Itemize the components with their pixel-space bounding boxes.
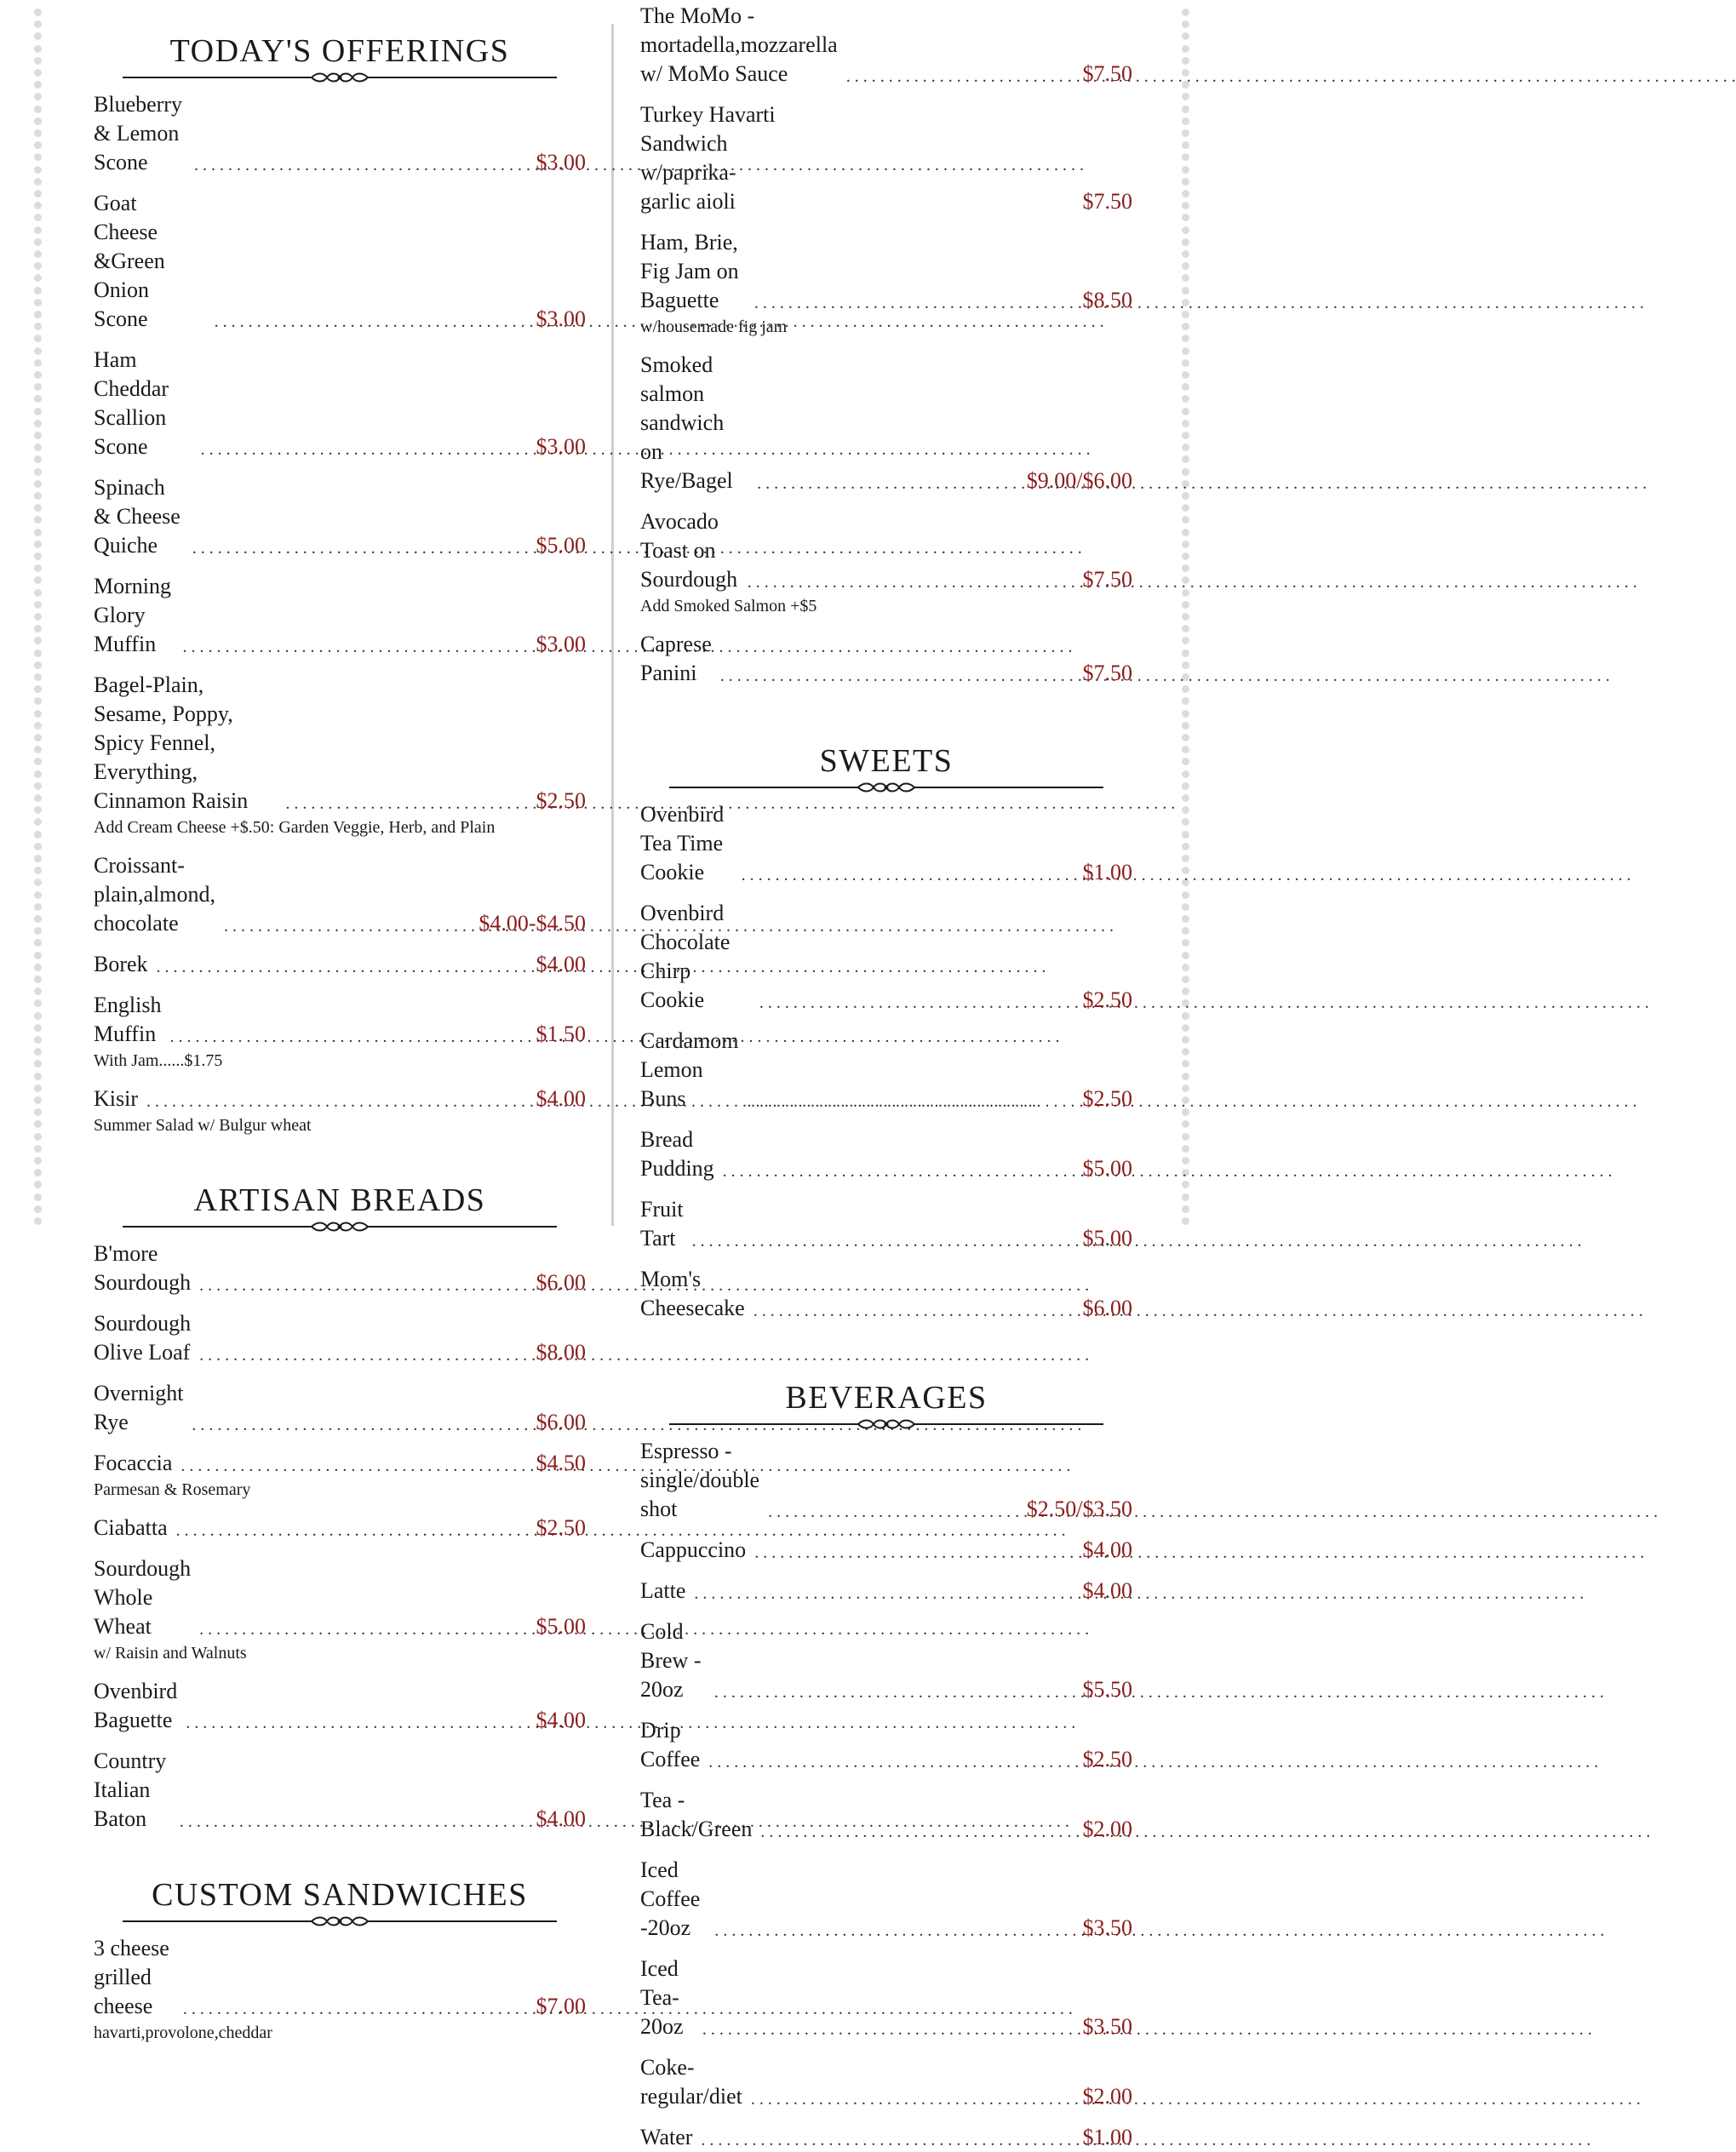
menu-item-row bbox=[94, 1677, 586, 1735]
menu-item-name: Ovenbird Baguette bbox=[94, 1679, 178, 1732]
menu-item-row bbox=[640, 800, 1132, 887]
section-title: CUSTOM SANDWICHES bbox=[152, 1877, 528, 1913]
menu-item bbox=[640, 1195, 1132, 1253]
dot-leader bbox=[838, 65, 1083, 89]
menu-item-row bbox=[94, 1379, 586, 1437]
section-custom-sandwiches bbox=[94, 1846, 586, 2045]
menu-item-price: $7.00 bbox=[536, 1994, 586, 2018]
dot-leader bbox=[171, 1810, 536, 1834]
menu-item-row bbox=[94, 189, 586, 334]
menu-item-name: Coke-regular/diet bbox=[640, 2055, 742, 2109]
menu-item-row bbox=[640, 228, 1132, 315]
menu-item bbox=[640, 228, 1132, 339]
menu-item-row bbox=[640, 1577, 1132, 1605]
menu-item-row bbox=[640, 1125, 1132, 1183]
dot-leader bbox=[746, 1541, 1082, 1565]
menu-item bbox=[640, 1786, 1132, 1844]
menu-item-price: $6.00 bbox=[536, 1270, 586, 1295]
menu-item bbox=[94, 1085, 586, 1137]
section-sandwiches-continued bbox=[640, 0, 1132, 688]
dot-leader bbox=[733, 863, 1083, 887]
section-todays-offerings bbox=[94, 0, 586, 1137]
menu-item bbox=[94, 1747, 586, 1834]
menu-item-row bbox=[94, 90, 586, 177]
section-title: ARTISAN BREADS bbox=[193, 1182, 486, 1218]
dot-leader bbox=[739, 1090, 1083, 1113]
menu-item-price: $3.50 bbox=[1082, 2014, 1132, 2039]
menu-item-name: Mom's Cheesecake bbox=[640, 1267, 745, 1320]
menu-item-name: Drip Coffee bbox=[640, 1718, 701, 1771]
menu-item-name: Cold Brew - 20oz bbox=[640, 1619, 702, 1702]
menu-item-note: w/ Raisin and Walnuts bbox=[94, 1644, 247, 1663]
scroll-flourish-icon bbox=[669, 1418, 1103, 1430]
menu-item bbox=[94, 1554, 586, 1665]
menu-item-price: $2.00 bbox=[1082, 2084, 1132, 2109]
menu-item-price: $2.50 bbox=[1082, 1747, 1132, 1771]
menu-item-row bbox=[640, 2053, 1132, 2111]
menu-item-name: Blueberry & Lemon Scone bbox=[94, 92, 182, 175]
menu-item-price: $7.50 bbox=[1082, 189, 1132, 214]
menu-item bbox=[640, 351, 1132, 495]
menu-item bbox=[94, 90, 586, 177]
menu-item bbox=[640, 1716, 1132, 1774]
menu-item-price: $4.00 bbox=[1082, 1578, 1132, 1603]
menu-item-name: Espresso -single/double shot bbox=[640, 1439, 760, 1521]
dot-leader bbox=[168, 1519, 536, 1542]
menu-item-price: $2.50 bbox=[1082, 987, 1132, 1012]
menu-item bbox=[640, 1955, 1132, 2041]
menu-item bbox=[640, 1536, 1132, 1565]
menu-item-name: Ovenbird Tea Time Cookie bbox=[640, 802, 725, 884]
dot-leader bbox=[148, 955, 536, 979]
menu-item-price: $5.00 bbox=[536, 533, 586, 558]
menu-item bbox=[94, 991, 586, 1073]
menu-item-name: Overnight Rye bbox=[94, 1381, 184, 1434]
menu-item-name: English Muffin bbox=[94, 993, 162, 1046]
menu-item bbox=[640, 1856, 1132, 1943]
menu-item-row bbox=[94, 991, 586, 1049]
menu-item bbox=[94, 1449, 586, 1502]
menu-item-name: 3 cheese grilled cheese bbox=[94, 1936, 169, 2018]
menu-item-name: Water bbox=[640, 2125, 693, 2149]
menu-item bbox=[640, 1027, 1132, 1113]
dot-leader bbox=[742, 2087, 1083, 2111]
section-header bbox=[94, 32, 586, 83]
menu-item-row bbox=[94, 1085, 586, 1113]
menu-item-note: Summer Salad w/ Bulgur wheat bbox=[94, 1116, 312, 1135]
dot-leader bbox=[746, 291, 1083, 315]
menu-item-price: $1.00 bbox=[1082, 860, 1132, 884]
scroll-flourish-icon bbox=[123, 1221, 557, 1233]
menu-item bbox=[94, 1379, 586, 1437]
menu-item-name: Ciabatta bbox=[94, 1515, 168, 1540]
dot-leader bbox=[177, 1711, 536, 1735]
menu-item bbox=[94, 1239, 586, 1297]
menu-item-price: $3.00 bbox=[536, 150, 586, 175]
menu-item-price: $7.50 bbox=[1082, 61, 1132, 86]
menu-item-name: Caprese Panini bbox=[640, 632, 712, 685]
menu-item-note: Add Smoked Salmon +$5 bbox=[640, 597, 817, 615]
menu-item-row bbox=[94, 1239, 586, 1297]
menu-item-note: Add Cream Cheese +$.50: Garden Veggie, Herb, and Plain bbox=[94, 818, 496, 837]
menu-item-name: Borek bbox=[94, 952, 148, 976]
dot-leader bbox=[739, 570, 1083, 594]
section-artisan-breads bbox=[94, 1149, 586, 1834]
menu-item-price: $3.00 bbox=[536, 434, 586, 459]
menu-item-price: $4.50 bbox=[536, 1451, 586, 1475]
menu-item bbox=[94, 1309, 586, 1367]
dot-leader bbox=[215, 914, 478, 938]
menu-item-price: $3.00 bbox=[536, 306, 586, 331]
menu-item-row bbox=[640, 1265, 1132, 1323]
menu-item-row bbox=[640, 2123, 1132, 2152]
menu-item-price: $6.00 bbox=[536, 1410, 586, 1434]
menu-item bbox=[640, 507, 1132, 618]
dot-leader bbox=[694, 2018, 1083, 2041]
menu-item-name: Goat Cheese &Green Onion Scone bbox=[94, 191, 165, 331]
menu-item-row bbox=[640, 1437, 1132, 1524]
dot-leader bbox=[172, 1454, 536, 1478]
menu-item bbox=[94, 189, 586, 334]
menu-item-row bbox=[640, 899, 1132, 1015]
menu-item-note: Parmesan & Rosemary bbox=[94, 1480, 251, 1499]
section-sweets bbox=[640, 700, 1132, 1323]
section-title: SWEETS bbox=[819, 743, 954, 779]
menu-item-row bbox=[640, 630, 1132, 688]
menu-item-row bbox=[94, 1554, 586, 1641]
menu-item-price: $9.00/$6.00 bbox=[1026, 468, 1132, 493]
menu-item-note: With Jam......$1.75 bbox=[94, 1051, 223, 1070]
menu-item-price: $4.00 bbox=[536, 1086, 586, 1111]
dot-leader bbox=[684, 1229, 1083, 1253]
menu-item bbox=[640, 2053, 1132, 2111]
menu-item bbox=[94, 1514, 586, 1542]
dot-leader bbox=[712, 664, 1083, 688]
menu-item bbox=[640, 630, 1132, 688]
menu-item-price: $2.00 bbox=[1082, 1817, 1132, 1841]
dot-leader bbox=[706, 1680, 1083, 1704]
menu-item-price: $7.50 bbox=[1082, 567, 1132, 592]
menu-item-row bbox=[640, 1786, 1132, 1844]
menu-item-price: $1.50 bbox=[536, 1022, 586, 1046]
menu-item-price: $5.00 bbox=[1082, 1226, 1132, 1251]
scroll-flourish-icon bbox=[123, 72, 557, 83]
menu-item-row bbox=[94, 671, 586, 816]
dot-leader bbox=[752, 1820, 1082, 1844]
menu-item-name: Smoked salmon sandwich on Rye/Bagel bbox=[640, 352, 733, 493]
dot-leader bbox=[183, 1413, 536, 1437]
dot-leader bbox=[714, 1159, 1083, 1183]
menu-item-price: $2.50 bbox=[536, 1515, 586, 1540]
menu-item-price: $5.50 bbox=[1082, 1677, 1132, 1702]
menu-item-name: Latte bbox=[640, 1578, 686, 1603]
dot-leader bbox=[745, 1299, 1083, 1323]
dot-leader bbox=[161, 1025, 536, 1049]
menu-item-name: Bread Pudding bbox=[640, 1127, 714, 1181]
menu-item bbox=[640, 899, 1132, 1015]
dot-leader bbox=[191, 1617, 536, 1641]
menu-item bbox=[94, 671, 586, 839]
menu-item-row bbox=[640, 1955, 1132, 2041]
dot-leader bbox=[175, 1997, 536, 2021]
menu-item-price: $5.00 bbox=[1082, 1156, 1132, 1181]
section-beverages bbox=[640, 1335, 1132, 2152]
menu-item-price: $3.50 bbox=[1082, 1915, 1132, 1940]
menu-item-name: Croissant-plain,almond, chocolate bbox=[94, 853, 215, 936]
menu-item-price: $8.00 bbox=[536, 1340, 586, 1365]
dot-leader bbox=[191, 1343, 536, 1367]
menu-item-name: Morning Glory Muffin bbox=[94, 574, 171, 656]
menu-item-row bbox=[94, 950, 586, 979]
menu-item-row bbox=[640, 2, 1132, 89]
menu-item bbox=[640, 1125, 1132, 1183]
menu-item-name: Cappuccino bbox=[640, 1537, 747, 1562]
menu-item-name: Focaccia bbox=[94, 1451, 173, 1475]
menu-item bbox=[640, 2, 1132, 89]
section-header bbox=[94, 1182, 586, 1233]
menu-item-row bbox=[640, 507, 1132, 594]
menu-item-name: Bagel-Plain, Sesame, Poppy, Spicy Fennel, Everything, Cinnamon Raisin bbox=[94, 672, 249, 813]
section-title: BEVERAGES bbox=[785, 1380, 988, 1416]
dot-leader bbox=[706, 1919, 1082, 1943]
menu-item-price: $6.00 bbox=[1082, 1296, 1132, 1320]
menu-item-name: Tea -Black/Green bbox=[640, 1788, 753, 1841]
menu-item-price: $4.00-$4.50 bbox=[478, 911, 586, 936]
dot-leader bbox=[192, 438, 536, 461]
menu-item-price: $4.00 bbox=[536, 1708, 586, 1732]
menu-item-row bbox=[640, 1716, 1132, 1774]
menu-item-name: Kisir bbox=[94, 1086, 138, 1111]
dot-leader bbox=[191, 1273, 536, 1297]
menu-item bbox=[94, 1677, 586, 1735]
menu-item-price: $1.00 bbox=[1082, 2125, 1132, 2149]
menu-item-price: $2.50 bbox=[1082, 1086, 1132, 1111]
dot-leader bbox=[206, 310, 536, 334]
right-dotted-border bbox=[1182, 0, 1192, 1226]
menu-item bbox=[94, 851, 586, 938]
menu-item-row bbox=[94, 851, 586, 938]
menu-item-note: havarti,provolone,cheddar bbox=[94, 2023, 272, 2042]
menu-item bbox=[640, 1265, 1132, 1323]
menu-item-row bbox=[640, 1536, 1132, 1565]
menu-item-name: Sourdough Olive Loaf bbox=[94, 1311, 192, 1365]
dot-leader bbox=[759, 1500, 1027, 1524]
menu-item bbox=[640, 2123, 1132, 2152]
menu-item-name: Iced Coffee -20oz bbox=[640, 1857, 701, 1940]
menu-item-row bbox=[640, 351, 1132, 495]
menu-item-row bbox=[94, 473, 586, 560]
menu-item-name: Country Italian Baton bbox=[94, 1748, 167, 1831]
right-column bbox=[640, 0, 1132, 2149]
menu-item-row bbox=[94, 1747, 586, 1834]
menu-item-name: Ham, Brie, Fig Jam on Baguette bbox=[640, 230, 739, 312]
menu-item bbox=[94, 950, 586, 979]
menu-item-name: Spinach & Cheese Quiche bbox=[94, 475, 180, 558]
menu-item-price: $7.50 bbox=[1082, 661, 1132, 685]
section-header bbox=[640, 1379, 1132, 1430]
menu-item-name: The MoMo -mortadella,mozzarella w/ MoMo Sauce bbox=[640, 3, 838, 86]
section-header bbox=[640, 742, 1132, 793]
menu-item-row bbox=[640, 1617, 1132, 1704]
menu-item bbox=[640, 800, 1132, 887]
menu-item-name: Ham Cheddar Scallion Scone bbox=[94, 347, 169, 459]
menu-item-name: B'more Sourdough bbox=[94, 1241, 192, 1295]
menu-item bbox=[94, 473, 586, 560]
menu-item-name: Sourdough Whole Wheat bbox=[94, 1556, 192, 1639]
dot-leader bbox=[748, 472, 1027, 495]
menu-item-row bbox=[94, 572, 586, 659]
left-column bbox=[94, 0, 586, 2042]
dot-leader bbox=[174, 635, 536, 659]
dot-leader bbox=[186, 153, 536, 177]
menu-item-row bbox=[640, 100, 1132, 216]
menu-item-row bbox=[94, 346, 586, 461]
menu-item-price: $3.00 bbox=[536, 632, 586, 656]
menu-item-price: $5.00 bbox=[536, 1614, 586, 1639]
menu-item-name: Cardamom Lemon Buns bbox=[640, 1028, 739, 1111]
menu-item-price: $8.50 bbox=[1082, 288, 1132, 312]
menu-item-price: $4.00 bbox=[1082, 1537, 1132, 1562]
menu-item-row bbox=[640, 1195, 1132, 1253]
menu-item-price: $4.00 bbox=[536, 1806, 586, 1831]
dot-leader bbox=[138, 1090, 536, 1113]
dot-leader bbox=[184, 536, 536, 560]
section-title: TODAY'S OFFERINGS bbox=[169, 33, 510, 69]
menu-item bbox=[94, 346, 586, 461]
menu-item-name: Avocado Toast on Sourdough bbox=[640, 509, 738, 592]
menu-item-row bbox=[640, 1856, 1132, 1943]
menu-item bbox=[94, 1934, 586, 2045]
menu-item-row bbox=[94, 1934, 586, 2021]
dot-leader bbox=[751, 991, 1083, 1015]
menu-item-name: Fruit Tart bbox=[640, 1197, 684, 1251]
dot-leader bbox=[685, 1582, 1082, 1605]
menu-item bbox=[94, 572, 586, 659]
menu-item bbox=[640, 1437, 1132, 1524]
menu-item bbox=[640, 1617, 1132, 1704]
dot-leader bbox=[277, 792, 536, 816]
section-header bbox=[94, 1876, 586, 1927]
menu-item-row bbox=[640, 1027, 1132, 1113]
menu-item-row bbox=[94, 1514, 586, 1542]
menu-item-name: Iced Tea-20oz bbox=[640, 1956, 684, 2039]
menu-item-price: $2.50/$3.50 bbox=[1026, 1497, 1132, 1521]
menu-item-row bbox=[94, 1309, 586, 1367]
dot-leader bbox=[692, 2128, 1082, 2152]
menu-item bbox=[640, 1577, 1132, 1605]
menu-item-name: Turkey Havarti Sandwich w/paprika-garlic aioli bbox=[640, 102, 776, 214]
menu-item-name: Ovenbird Chocolate Chirp Cookie bbox=[640, 901, 730, 1012]
menu-item-price: $4.00 bbox=[536, 952, 586, 976]
dot-leader bbox=[700, 1750, 1082, 1774]
menu-item-price: $2.50 bbox=[536, 788, 586, 813]
menu-item bbox=[640, 100, 1132, 216]
menu-item-row bbox=[94, 1449, 586, 1478]
menu-item-note: w/housemade fig jam bbox=[640, 318, 788, 336]
scroll-flourish-icon bbox=[123, 1915, 557, 1927]
scroll-flourish-icon bbox=[669, 781, 1103, 793]
left-dotted-border bbox=[34, 0, 44, 1226]
